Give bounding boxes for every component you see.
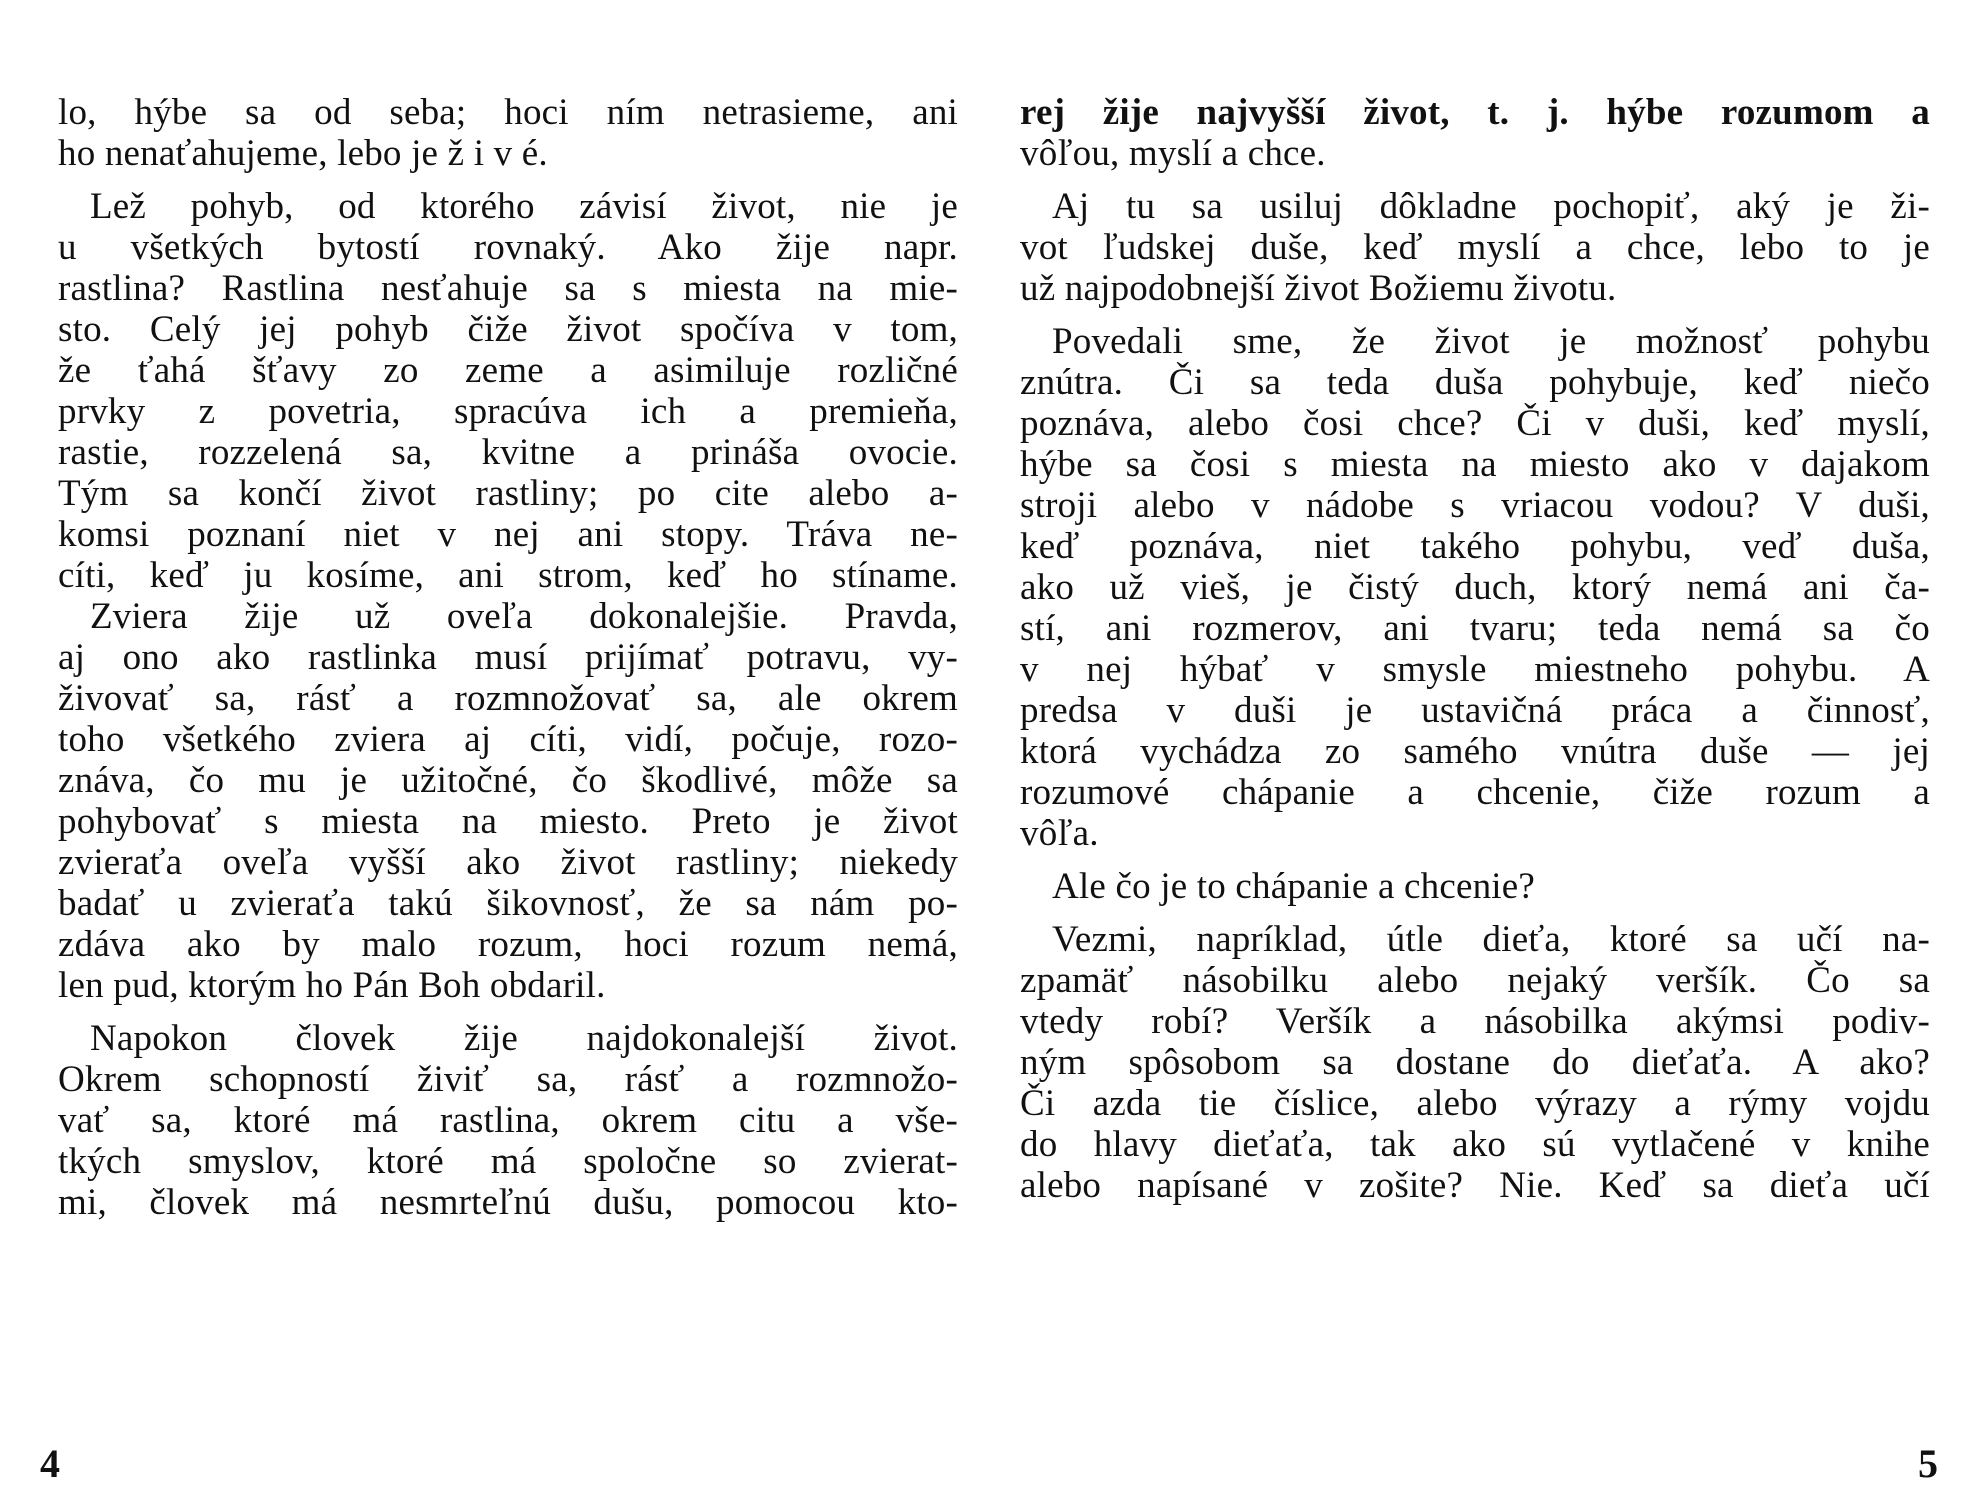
text-line: v nej hýbať v smysle miestneho pohybu. A	[1020, 649, 1930, 690]
text-line: živovať sa, rásť a rozmnožovať sa, ale okrem	[58, 678, 958, 719]
text-line: ho nenaťahujeme, lebo je ž i v é.	[58, 133, 548, 174]
text-line: Napokon človek žije najdokonalejší život.	[90, 1018, 958, 1059]
text-line: už najpodobnejší život Božiemu životu.	[1020, 268, 1617, 309]
text-line: predsa v duši je ustavičná práca a činnosť,	[1020, 690, 1930, 731]
text-line: aj ono ako rastlinka musí prijímať potravu, vy-	[58, 637, 958, 678]
text-line: zdáva ako by malo rozum, hoci rozum nemá,	[58, 924, 958, 965]
text-line: Či azda tie číslice, alebo výrazy a rýmy vojdu	[1020, 1083, 1930, 1124]
right-page	[1020, 92, 1930, 1206]
text-line: že ťahá šťavy zo zeme a asimiluje rozličné	[58, 350, 958, 391]
text-line: cíti, keď ju kosíme, ani strom, keď ho stíname.	[58, 555, 958, 596]
text-line: Okrem schopností živiť sa, rásť a rozmnožo-	[58, 1059, 958, 1100]
text-line: hýbe sa čosi s miesta na miesto ako v dajakom	[1020, 444, 1930, 485]
text-line: znútra. Či sa teda duša pohybuje, keď niečo	[1020, 362, 1930, 403]
text-line: len pud, ktorým ho Pán Boh obdaril.	[58, 965, 606, 1006]
text-line: ako už vieš, je čistý duch, ktorý nemá ani ča-	[1020, 567, 1930, 608]
text-line: vot ľudskej duše, keď myslí a chce, lebo to je	[1020, 227, 1930, 268]
text-line: vať sa, ktoré má rastlina, okrem citu a vše-	[58, 1100, 958, 1141]
text-line: komsi poznaní niet v nej ani stopy. Tráva ne-	[58, 514, 958, 555]
text-line: keď poznáva, niet takého pohybu, veď duša,	[1020, 526, 1930, 567]
text-line: zvieraťa oveľa vyšší ako život rastliny; niekedy	[58, 842, 958, 883]
text-line: alebo napísané v zošite? Nie. Keď sa dieťa učí	[1020, 1165, 1930, 1206]
text-line: Tým sa končí život rastliny; po cite alebo a-	[58, 473, 958, 514]
text-line: mi, človek má nesmrteľnú dušu, pomocou kto-	[58, 1182, 958, 1223]
text-line: badať u zvieraťa takú šikovnosť, že sa nám po-	[58, 883, 958, 924]
text-line: vtedy robí? Veršík a násobilka akýmsi podiv-	[1020, 1001, 1930, 1042]
page-number-right: 5	[1918, 1441, 1938, 1486]
text-line: Ale čo je to chápanie a chcenie?	[1052, 866, 1536, 907]
text-line: ktorá vychádza zo samého vnútra duše — jej	[1020, 731, 1930, 772]
text-line: rozumové chápanie a chcenie, čiže rozum a	[1020, 772, 1930, 813]
text-line: ným spôsobom sa dostane do dieťaťa. A ako?	[1020, 1042, 1930, 1083]
text-line: poznáva, alebo čosi chce? Či v duši, keď myslí,	[1020, 403, 1930, 444]
text-line: sto. Celý jej pohyb čiže život spočíva v tom,	[58, 309, 958, 350]
text-line: pohybovať s miesta na miesto. Preto je život	[58, 801, 958, 842]
text-line: Povedali sme, že život je možnosť pohybu	[1052, 321, 1930, 362]
text-line: tkých smyslov, ktoré má spoločne so zvierat-	[58, 1141, 958, 1182]
text-line: rastie, rozzelená sa, kvitne a prináša ovocie.	[58, 432, 958, 473]
text-line: rastlina? Rastlina nesťahuje sa s miesta na mie-	[58, 268, 958, 309]
text-line: vôľou, myslí a chce.	[1020, 133, 1326, 174]
text-line: rej žije najvyšší život, t. j. hýbe rozumom a	[1020, 92, 1930, 133]
text-line: Aj tu sa usiluj dôkladne pochopiť, aký je ži-	[1052, 186, 1930, 227]
text-line: vôľa.	[1020, 813, 1099, 854]
text-line: stí, ani rozmerov, ani tvaru; teda nemá sa čo	[1020, 608, 1930, 649]
text-line: u všetkých bytostí rovnaký. Ako žije napr.	[58, 227, 958, 268]
text-line: Zviera žije už oveľa dokonalejšie. Pravda,	[90, 596, 958, 637]
text-line: znáva, čo mu je užitočné, čo škodlivé, môže sa	[58, 760, 958, 801]
text-line: stroji alebo v nádobe s vriacou vodou? V duši,	[1020, 485, 1930, 526]
text-line: toho všetkého zviera aj cíti, vidí, počuje, rozo-	[58, 719, 958, 760]
page-number-left: 4	[40, 1441, 60, 1486]
text-line: Lež pohyb, od ktorého závisí život, nie je	[90, 186, 958, 227]
text-line: Vezmi, napríklad, útle dieťa, ktoré sa učí na-	[1052, 919, 1930, 960]
left-page	[58, 92, 958, 1223]
text-line: lo, hýbe sa od seba; hoci ním netrasieme, ani	[58, 92, 958, 133]
text-line: zpamäť násobilku alebo nejaký veršík. Čo sa	[1020, 960, 1930, 1001]
text-line: prvky z povetria, spracúva ich a premieňa,	[58, 391, 958, 432]
text-line: do hlavy dieťaťa, tak ako sú vytlačené v knihe	[1020, 1124, 1930, 1165]
